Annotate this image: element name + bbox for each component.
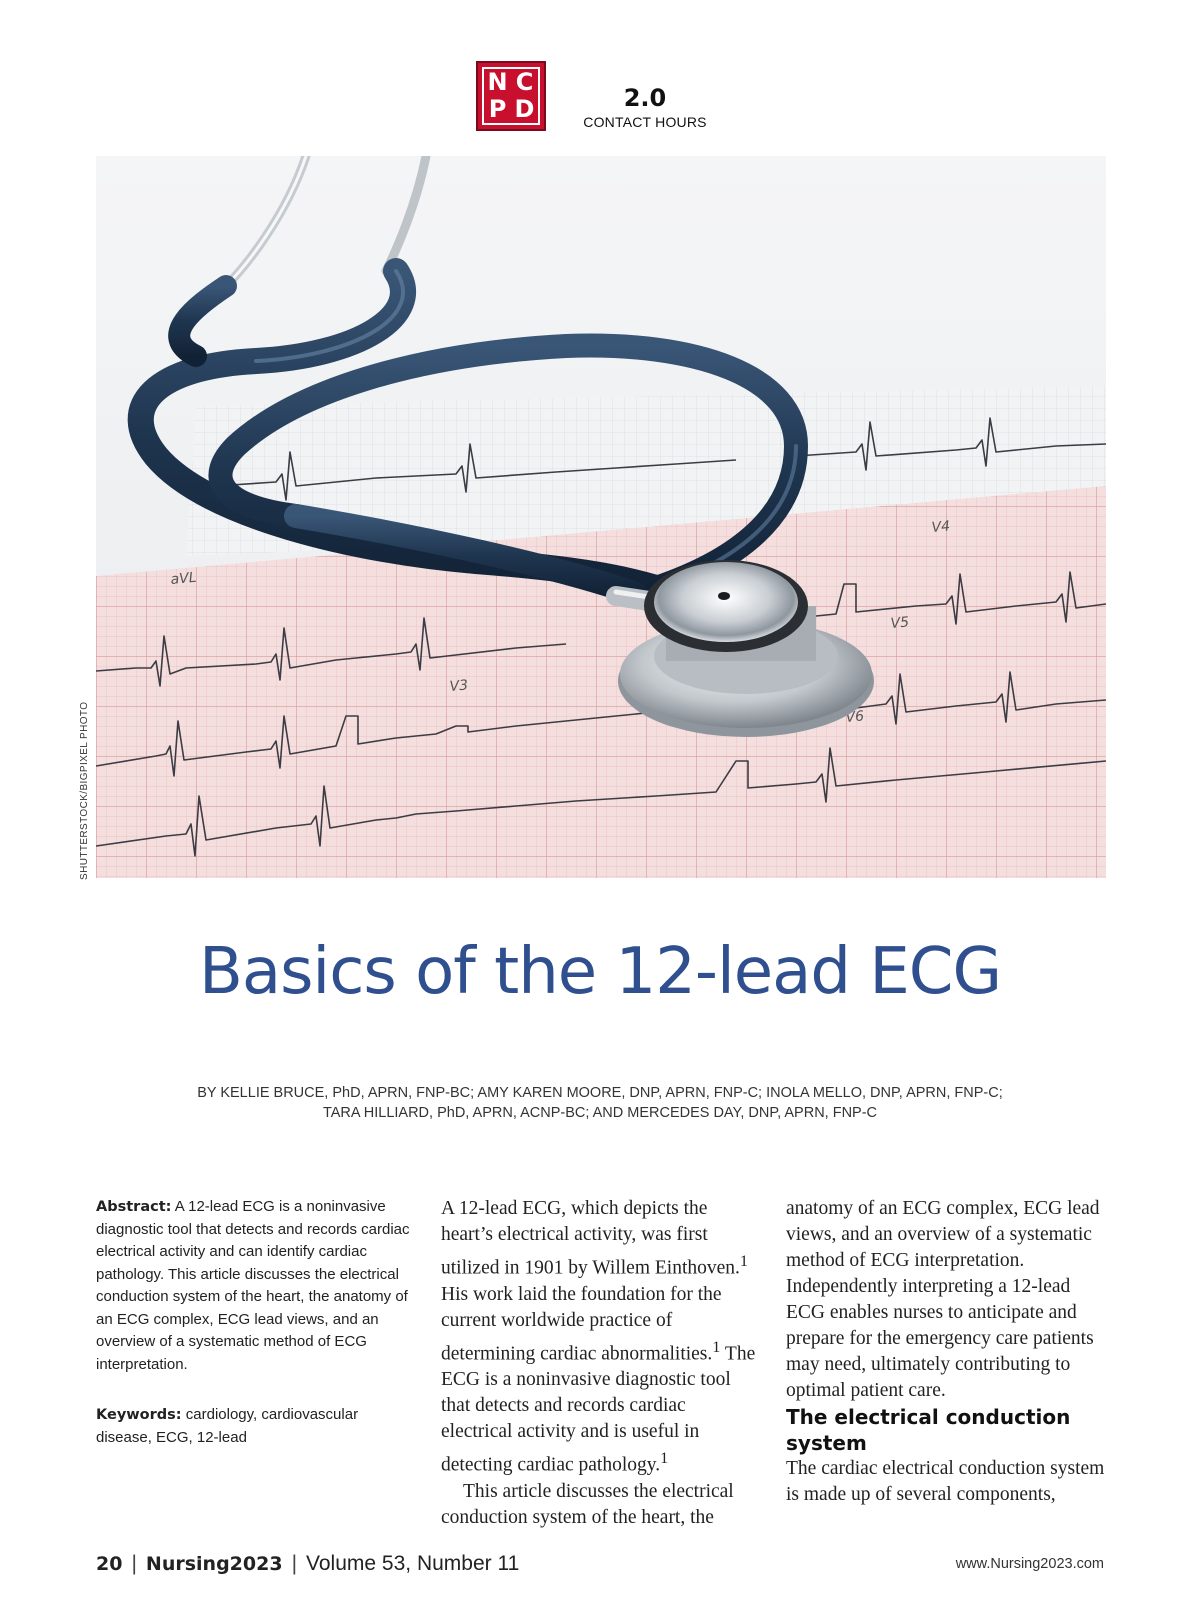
abstract-label: Abstract: xyxy=(96,1199,172,1215)
abstract-text: A 12-lead ECG is a noninvasive diagnostic tool that detects and records cardiac electrical activity and can identify cardiac pathology. This article discusses the electrical conduction system of the heart, the anatomy of an ECG complex, ECG lead views, and an overview of a systematic method of ECG interpretation. xyxy=(96,1198,410,1373)
body-text: His work laid the foundation for the current worldwide practice of determining cardiac abnormalities. xyxy=(441,1283,722,1364)
section-heading: The electrical conduction system xyxy=(786,1405,1071,1455)
footer-folio xyxy=(96,1552,519,1576)
contact-hours-value: 2.0 xyxy=(623,84,667,112)
magazine-name: Nursing2023 xyxy=(145,1553,283,1575)
body-text: A 12-lead ECG, which depicts the heart’s electrical activity, was first utilized in 1901 by Willem Einthoven. xyxy=(441,1198,740,1279)
abstract xyxy=(96,1196,414,1376)
badge-letter: C xyxy=(515,68,534,96)
byline-line-1: BY KELLIE BRUCE, PhD, APRN, FNP-BC; AMY KAREN MOORE, DNP, APRN, FNP-C; INOLA MELLO, DNP, APRN, FNP-C; xyxy=(197,1085,1003,1101)
reference-marker: 1 xyxy=(660,1449,669,1467)
footer-separator: | xyxy=(131,1552,137,1575)
keywords-label: Keywords: xyxy=(96,1407,182,1423)
reference-marker: 1 xyxy=(739,1252,749,1270)
stethoscope-ecg-photo xyxy=(96,156,1106,878)
lead-label-v6: V6 xyxy=(844,708,865,726)
lead-label-v5: V5 xyxy=(889,614,910,632)
body-paragraph-2-continued xyxy=(786,1196,1106,1404)
badge-letter: D xyxy=(514,95,535,123)
body-column-1 xyxy=(441,1196,756,1531)
issue-info: Volume 53, Number 11 xyxy=(306,1552,520,1575)
body-paragraph-2 xyxy=(441,1479,756,1531)
body-column-2 xyxy=(786,1196,1106,1508)
byline xyxy=(120,1083,1080,1123)
body-text: This article discusses the electrical conduction system of the heart, the xyxy=(441,1480,734,1528)
abstract-column xyxy=(96,1196,414,1477)
byline-line-2: TARA HILLIARD, PhD, APRN, ACNP-BC; AND MERCEDES DAY, DNP, APRN, FNP-C xyxy=(322,1105,878,1121)
photo-credit: SHUTTERSTOCK/BIGPIXEL PHOTO xyxy=(79,701,90,880)
body-text: The ECG is a noninvasive diagnostic tool that detects and records cardiac electrical activity and is useful in detecting cardiac pathology. xyxy=(441,1343,756,1476)
reference-marker: 1 xyxy=(712,1337,721,1356)
keywords-text: cardiology, cardiovascular disease, ECG, 12-lead xyxy=(96,1406,359,1446)
page-number: 20 xyxy=(96,1553,123,1575)
badge-letter: N xyxy=(487,68,508,96)
lead-label-avl: aVL xyxy=(169,569,198,588)
lead-label-v4: V4 xyxy=(930,518,951,536)
footer-separator: | xyxy=(291,1552,298,1575)
keywords xyxy=(96,1404,414,1449)
body-text: anatomy of an ECG complex, ECG lead views, and an overview of a systematic method of ECG interpretation. Independently interpreting a 12-lead ECG enables nurses to anticipate and prepare for the emergency care patients may need, ultimately contributing to optimal patient care. xyxy=(786,1198,1100,1401)
ncpd-badge xyxy=(476,61,546,131)
footer-url: www.Nursing2023.com xyxy=(955,1556,1104,1572)
article-title: Basics of the 12-lead ECG xyxy=(198,935,1002,1009)
body-paragraph-1 xyxy=(441,1196,756,1479)
body-paragraph-3: The cardiac electrical conduction system is made up of several components, xyxy=(786,1458,1105,1505)
lead-label-v3: V3 xyxy=(448,677,469,695)
badge-letter: P xyxy=(488,95,507,123)
contact-hours-label: CONTACT HOURS xyxy=(583,114,707,130)
